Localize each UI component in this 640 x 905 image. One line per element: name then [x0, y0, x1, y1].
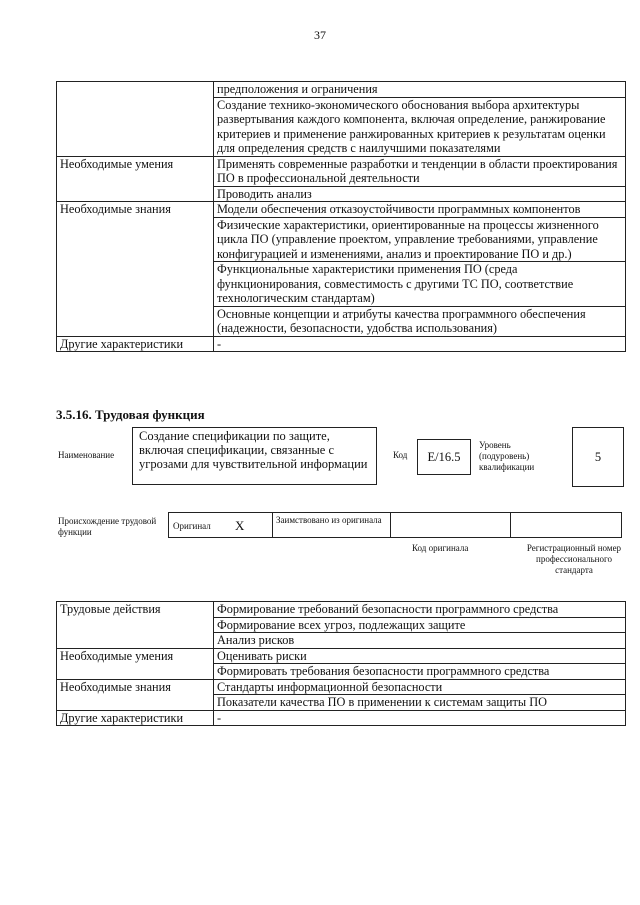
reg-number-cell	[510, 513, 622, 537]
original-mark: X	[235, 518, 245, 533]
table-row-label: Необходимые умения	[57, 648, 214, 679]
qualification-level-box: 5	[572, 427, 624, 487]
labor-function-table	[56, 601, 626, 726]
table-cell: Основные концепции и атрибуты качества программного обеспечения (надежности, безопасности, удобства использования)	[214, 306, 626, 336]
origin-row	[168, 512, 622, 538]
table-cell: Модели обеспечения отказоустойчивости программных компонентов	[214, 202, 626, 218]
table-cell: Формировать требования безопасности программного средства	[214, 664, 626, 680]
table-row-label: Трудовые действия	[57, 602, 214, 649]
function-code-box: E/16.5	[417, 439, 471, 475]
table-row-label: Другие характеристики	[57, 336, 214, 352]
level-label: Уровень (подуровень) квалификации	[479, 440, 535, 472]
name-label: Наименование	[58, 450, 115, 460]
borrowed-label: Заимствовано из оригинала	[276, 515, 382, 525]
competency-table-continued	[56, 81, 626, 352]
table-cell: -	[214, 710, 626, 726]
table-cell: Применять современные разработки и тенденции в области проектирования ПО в профессиональной деятельности	[214, 156, 626, 186]
section-title: 3.5.16. Трудовая функция	[56, 407, 205, 422]
table-cell: Функциональные характеристики применения ПО (среда функционирования, совместимость с другими ТС ПО, соответствие технологическим стандартам)	[214, 262, 626, 307]
table-row-label: Необходимые знания	[57, 202, 214, 337]
original-label: Оригинал	[173, 521, 211, 531]
table-cell: Формирование всех угроз, подлежащих защите	[214, 617, 626, 633]
table-cell: -	[214, 336, 626, 352]
table-cell: Стандарты информационной безопасности	[214, 679, 626, 695]
table-row-label: Необходимые знания	[57, 679, 214, 710]
table-cell: Показатели качества ПО в применении к системам защиты ПО	[214, 695, 626, 711]
table-row-label	[57, 82, 214, 157]
function-name-box: Создание спецификации по защите, включая спецификации, связанные с угрозами для чувствительной информации	[132, 427, 377, 485]
table-row-label: Необходимые умения	[57, 156, 214, 202]
table-cell: предположения и ограничения	[214, 82, 626, 98]
code-original-cell	[390, 513, 511, 537]
borrowed-cell	[272, 513, 391, 537]
code-original-caption: Код оригинала	[412, 543, 469, 553]
origin-label: Происхождение трудовой функции	[58, 516, 157, 537]
original-cell	[169, 513, 273, 537]
table-cell: Анализ рисков	[214, 633, 626, 649]
table-cell: Формирование требований безопасности программного средства	[214, 602, 626, 618]
page-number: 37	[314, 28, 326, 42]
reg-number-caption: Регистрационный номер профессионального стандарта	[526, 543, 622, 575]
table-cell: Создание технико-экономического обоснования выбора архитектуры развертывания каждого компонента, включая определение, ранжирование критериев и применение ранжированных критериев к результатам оценки для определения средств с наилучшими показателями	[214, 97, 626, 156]
table-cell: Проводить анализ	[214, 186, 626, 202]
code-label: Код	[393, 450, 408, 460]
table-cell: Оценивать риски	[214, 648, 626, 664]
table-row-label: Другие характеристики	[57, 710, 214, 726]
table-cell: Физические характеристики, ориентированные на процессы жизненного цикла ПО (управление проектом, управление требованиями, управление конфигурацией и изменениями, анализ и проектирование ПО и др.)	[214, 217, 626, 262]
